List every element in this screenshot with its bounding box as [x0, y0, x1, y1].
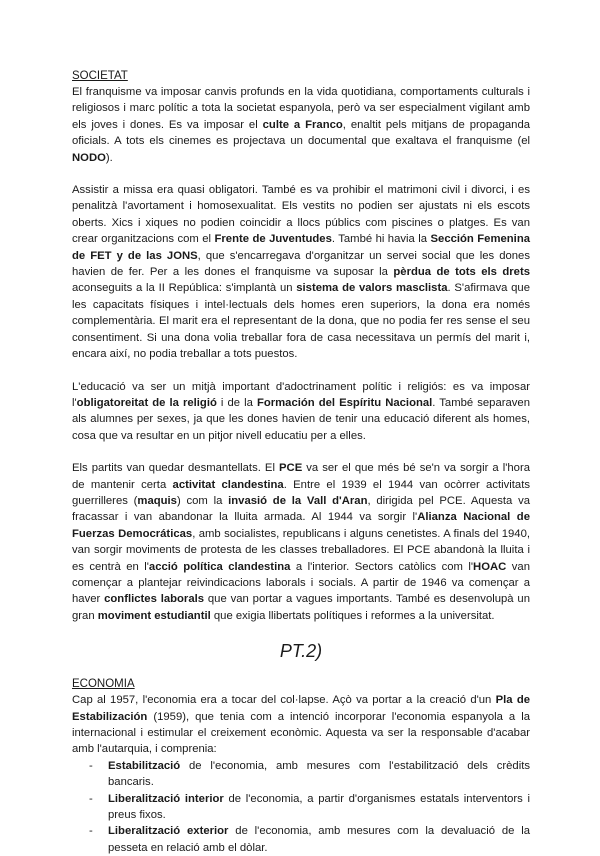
section-heading-societat: SOCIETAT	[72, 70, 128, 82]
bold-text: PCE	[279, 462, 303, 475]
list-item	[72, 823, 530, 856]
bold-text: culte a Franco	[262, 118, 343, 131]
list-marker: -	[89, 825, 93, 838]
bold-text: maquis	[137, 494, 177, 507]
list-marker: -	[89, 792, 93, 805]
paragraph: Els partits van quedar desmantellats. El PCE va ser el que més bé se'n va sorgir a l'hora de mantenir certa activitat clandestina. Entre el 1939 el 1944 van ocòrrer activitats guerrilleres (maquis) com la invasió de la Vall d'Aran, dirigida pel PCE. Aquesta va fracassar i van abandonar la lluita armada. Al 1944 va sorgir l'Alianza Nacional de Fuerzas Democráticas, amb socialistes, republicans i alguns cenetistes. A finals del 1940, van sorgir moviments de protesta de les classes treballadores. El PCE abandonà la lluita i es centrà en l'acció política clandestina a l'interior. Sectors catòlics com l'HOAC van començar a plantejar reivindicacions laborals i socials. A partir de 1946 va començar a haver conflictes laborals que van portar a vagues importants. També es desenvolupà un gran moviment estudiantil que exigia llibertats polítiques i reformes a la universitat.	[72, 462, 531, 622]
part-label: PT.2)	[279, 641, 323, 662]
bold-text: moviment estudiantil	[97, 609, 211, 622]
paragraph: Cap al 1957, l'economia era a tocar del col·lapse. Açò va portar a la creació d'un Pla de Estabilización (1959), que tenia com a intenció incorporar l'economia espanyola a la internacional i estimular el creixement econòmic. Aquesta va ser la responsable d'acabar amb l'autarquia, i comprenia:	[72, 694, 530, 756]
bold-text: Pla de Estabilización	[72, 694, 530, 723]
paragraph: Assistir a missa era quasi obligatori. També es va prohibir el matrimoni civil i divorci, i es penalitzà l'avortament i homosexualitat. Els vestits no podien ser ajustats ni els escots oberts. Xics i xiques no podien coincidir a llocs públics com piscines o platges. Es van crear organitzacions com el Frente de Juventudes. També hi havia la Sección Femenina de FET y de las JONS, que s'encarregava d'organitzar un servei social que les dones havien de fer. Per a les dones el franquisme va suposar la pèrdua de tots els drets aconseguits a la II República: s'implantà un sistema de valors masclista. S'afirmava que les capacitats físiques i intel·lectuals dels homes eren superiors, la dona era només complementària. El marit era el representant de la dona, que no podia fer res sense el seu consentiment. Si una dona volia treballar fora de casa necessitava un permís del marit i, encara així, no podia treballar a tots puestos.	[72, 184, 530, 361]
document-body	[72, 68, 530, 856]
bold-text: Liberalització interior	[108, 792, 224, 805]
list-item-text: Liberalització interior de l'economia, a partir d'organismes estatals interventors i preus fixos.	[108, 792, 531, 822]
bold-text: pèrdua de tots els drets	[393, 266, 530, 279]
bold-text: NODO	[72, 151, 106, 164]
bold-text: HOAC	[473, 560, 507, 573]
section-heading-economia: ECONOMIA	[72, 678, 135, 691]
bold-text: Frente de Juventudes	[214, 233, 332, 246]
paragraph: L'educació va ser un mitjà important d'adoctrinament polític i religiós: es va imposar l'obligatoreitat de la religió i de la Formación del Espíritu Nacional. També separaven als alumnes per sexes, ja que les dones havien de tenir una educació diferent als homes, cosa que va resultar en un pitjor nivell educatiu per a elles.	[72, 380, 530, 442]
bold-text: invasió de la Vall d'Aran	[228, 494, 368, 507]
bold-text: Liberalització exterior	[108, 825, 229, 838]
bold-text: acció política clandestina	[148, 560, 291, 573]
bold-text: Formación del Espíritu Nacional	[256, 396, 433, 409]
bold-text: sistema de valors masclista	[296, 282, 448, 295]
bold-text: conflictes laborals	[104, 593, 205, 606]
section-economia	[72, 676, 530, 856]
bold-text: Sección Femenina de FET y de las JONS	[72, 233, 530, 262]
list-marker: -	[89, 759, 93, 772]
paragraph: El franquisme va imposar canvis profunds en la vida quotidiana, comportaments culturals i religiosos i marc polític a tota la societat espanyola, però va ser especialment vigilant amb els joves i dones. Es va imposar el culte a Franco, enaltit pels mitjans de propaganda oficials. A tots els cinemes es projectava un documental que exaltava el franquisme (el NODO).	[72, 86, 531, 164]
bold-text: Alianza Nacional de Fuerzas Democráticas	[72, 511, 530, 540]
list-item	[72, 791, 530, 824]
bold-text: obligatoreitat de la religió	[76, 396, 217, 409]
section-societat	[72, 68, 530, 624]
list-item-text: Liberalització exterior de l'economia, amb mesures com la devaluació de la pesseta en relació amb el dòlar.	[108, 825, 531, 854]
bold-text: activitat clandestina	[172, 478, 284, 491]
list-item-text: Estabilització de l'economia, amb mesures com l'estabilització dels crèdits bancaris.	[108, 759, 530, 789]
bold-text: Estabilització	[108, 759, 181, 772]
list-item	[72, 758, 530, 791]
bullet-list	[72, 758, 530, 856]
